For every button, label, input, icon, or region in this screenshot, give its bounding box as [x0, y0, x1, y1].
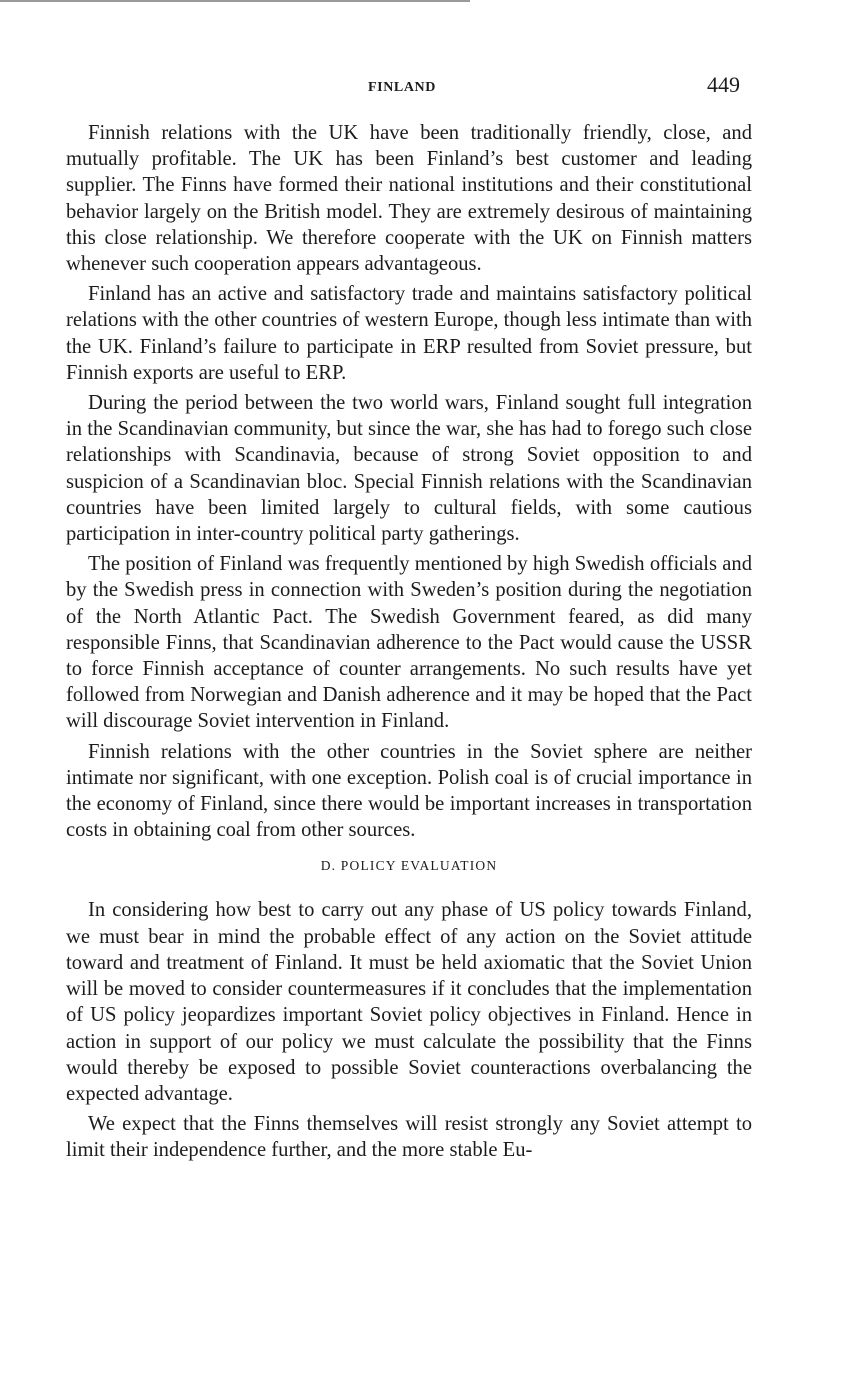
paragraph-western-europe: Finland has an active and satisfactory trade and maintains satisfactory political relations with the other countries of western Europe, though less intimate than with the UK. Finland’s failure to participate in ERP resulted from Soviet pressure, but Finnish exports are useful to ERP. — [66, 283, 752, 384]
paragraph-soviet-sphere: Finnish relations with the other countries in the Soviet sphere are neither intimate nor significant, with one exception. Polish coal is of crucial importance in the economy of Finland, since there would be important increases in transportation costs in obtaining coal from other sources. — [66, 740, 752, 842]
running-head — [0, 72, 861, 102]
page-number: 449 — [707, 72, 740, 97]
running-title: FINLAND — [368, 80, 436, 95]
paragraph-uk-relations: Finnish relations with the UK have been traditionally friendly, close, and mutually profitable. The UK has been Finland’s best customer and leading supplier. The Finns have formed their national institutions and their constitutional behavior largely on the British model. They are extremely desirous of maintaining this close relationship. We therefore cooperate with the UK on Finnish matters whenever such cooperation appears advantageous. — [66, 122, 752, 276]
section-heading: D. POLICY EVALUATION — [320, 858, 498, 874]
body-text — [66, 120, 752, 1164]
paragraph-policy-evaluation: In considering how best to carry out any phase of US policy towards Finland, we must bear in mind the probable effect of any action on the Soviet attitude toward and treatment of Finland. It must be held axiomatic that the Soviet Union will be moved to consider countermeasures if it concludes that the implementation of US policy jeopardizes important Soviet policy objectives in Finland. Hence in action in support of our policy we must calculate the possibility that the Finns would thereby be exposed to possible Soviet counteractions overbalancing the expected advantage. — [66, 899, 752, 1105]
paragraph-finnish-resistance: We expect that the Finns themselves will resist strongly any Soviet attempt to limit their independence further, and the more stable Eu- — [66, 1113, 752, 1162]
paragraph-north-atlantic-pact: The position of Finland was frequently mentioned by high Swedish officials and by the Swedish press in connection with Sweden’s position during the negotiation of the North Atlantic Pact. The Swedish Government feared, as did many responsible Finns, that Scandinavian adherence to the Pact would cause the USSR to force Finnish acceptance of counter arrangements. No such results have yet followed from Norwegian and Danish adherence and it may be hoped that the Pact will discourage Soviet intervention in Finland. — [66, 553, 752, 733]
paragraph-scandinavia: During the period between the two world wars, Finland sought full integration in the Scandinavian community, but since the war, she has had to forego such close relationships with Scandinavia, because of strong Soviet opposition to and suspicion of a Scandinavian bloc. Special Finnish relations with the Scandinavian countries have been limited largely to cultural fields, with some cautious participation in inter-country political party gatherings. — [66, 392, 752, 546]
top-rule — [0, 0, 470, 2]
